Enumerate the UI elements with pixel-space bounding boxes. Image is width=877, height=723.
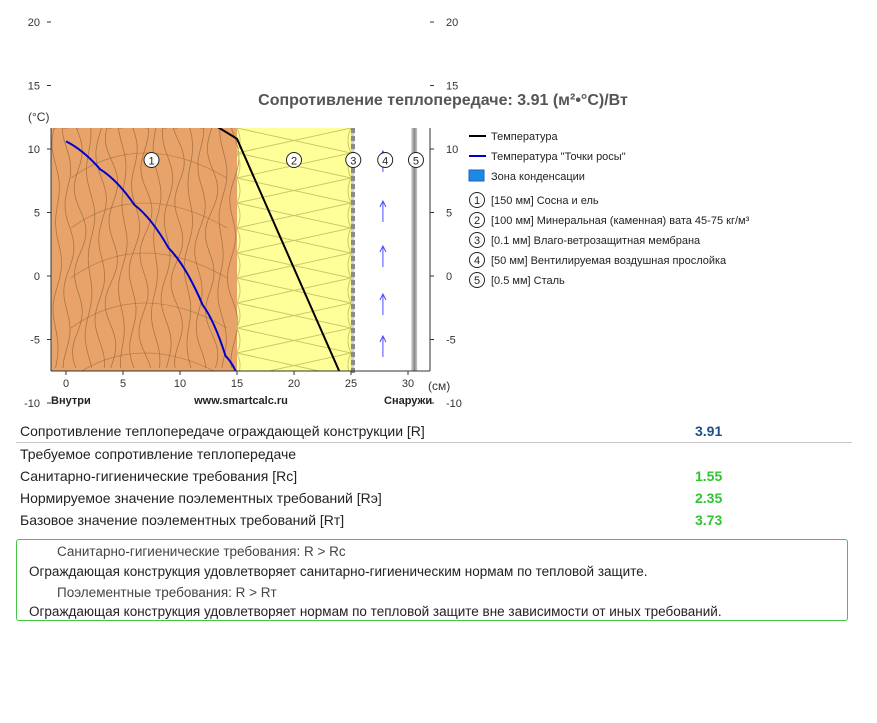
legend-condensation: [469, 170, 585, 183]
y-tick-label-left: 10: [27, 144, 40, 156]
legend-dew-point: [469, 151, 626, 163]
element-heading: Поэлементные требования: R > Rт: [57, 585, 277, 600]
legend-layer-label: [150 мм] Сосна и ель: [491, 195, 599, 207]
x-tick-label: 0: [62, 378, 70, 390]
marker-number: 5: [412, 155, 420, 168]
results-table: [16, 420, 852, 531]
x-tick-label: 5: [119, 378, 127, 390]
membrane-dash: [351, 304, 355, 309]
normative-row: [16, 487, 852, 509]
y-tick-label-left: 5: [33, 207, 40, 220]
membrane-dash: [351, 208, 355, 213]
normative-value: 2.35: [695, 490, 723, 506]
required-title-row: [16, 443, 852, 465]
base-value: 3.73: [695, 512, 723, 528]
membrane-dash: [351, 320, 355, 325]
legend-temperature: [469, 131, 559, 143]
sanitary-row: [16, 465, 852, 487]
legend-temperature-label: Температура: [491, 131, 558, 143]
membrane-dash: [351, 216, 355, 221]
membrane-dash: [351, 240, 355, 245]
outside-caption: Снаружи: [384, 395, 433, 407]
legend: [469, 131, 750, 288]
membrane-dash: [351, 176, 355, 181]
y-tick-label-right: 10: [446, 144, 459, 156]
sanitary-heading: Санитарно-гигиенические требования: R > Rс: [57, 544, 346, 559]
membrane-dash: [351, 256, 355, 261]
resistance-label: Сопротивление теплопередаче ограждающей конструкции [R]: [20, 423, 425, 439]
membrane-dash: [351, 192, 355, 197]
conclusion-box: [16, 539, 848, 621]
membrane-dash: [351, 184, 355, 189]
marker-number: 1: [148, 155, 155, 168]
layer-2-marker: [287, 153, 302, 168]
membrane-dash: [351, 352, 355, 357]
y-tick-label-right: 20: [446, 17, 459, 29]
legend-layer-number: 3: [473, 235, 481, 247]
legend-condensation-label: Зона конденсации: [491, 171, 585, 183]
membrane-dash: [351, 248, 355, 253]
membrane-dash: [351, 232, 355, 237]
sanitary-label: Санитарно-гигиенические требования [Rс]: [20, 468, 298, 484]
legend-layer-4: [470, 253, 728, 268]
membrane-dash: [351, 168, 355, 173]
legend-layer-1: [470, 193, 599, 208]
y-tick-label-right: 15: [446, 80, 459, 93]
x-tick-label: 20: [287, 378, 301, 390]
base-label: Базовое значение поэлементных требований [Rт]: [20, 512, 345, 528]
membrane-dash: [351, 136, 355, 141]
membrane-dash: [351, 296, 355, 301]
membrane-dash: [351, 360, 355, 365]
marker-number: 2: [290, 155, 298, 168]
layer-3-marker: [346, 153, 361, 168]
x-tick-label: 25: [344, 378, 358, 390]
legend-layer-number: 1: [473, 195, 481, 207]
legend-dew-point-label: Температура "Точки росы": [491, 151, 626, 163]
x-tick-label: 10: [173, 378, 187, 390]
x-tick-label: 30: [401, 378, 415, 390]
legend-layer-label: [100 мм] Минеральная (каменная) вата 45-75 кг/м³: [491, 215, 750, 227]
membrane-dash: [351, 280, 355, 285]
layer-1-band: [51, 128, 237, 371]
layer-1-marker: [144, 153, 159, 168]
y-tick-label-right: 5: [446, 207, 453, 220]
y-tick-label-right: -10: [446, 398, 462, 410]
membrane-dash: [351, 264, 355, 269]
layer-5-marker: [408, 153, 423, 168]
membrane-dash: [351, 344, 355, 349]
marker-number: 4: [382, 155, 389, 168]
legend-layer-number: 4: [473, 255, 481, 267]
x-axis-unit: (см): [428, 379, 451, 393]
element-text: Ограждающая конструкция удовлетворяет нормам по тепловой защите вне зависимости от иных требований.: [29, 604, 722, 619]
y-tick-label-left: -5: [30, 334, 40, 347]
y-tick-label-left: -10: [24, 398, 40, 410]
site-caption: www.smartcalc.ru: [194, 395, 288, 407]
legend-layer-label: [0.1 мм] Влаго-ветрозащитная мембрана: [491, 235, 701, 247]
y-tick-label-left: 15: [27, 80, 40, 93]
membrane-dash: [351, 144, 355, 149]
sanitary-value: 1.55: [695, 468, 723, 484]
membrane-dash: [351, 336, 355, 341]
legend-layer-label: [0.5 мм] Сталь: [491, 275, 565, 287]
normative-label: Нормируемое значение поэлементных требований [Rэ]: [20, 490, 382, 506]
legend-layer-5: [470, 273, 566, 288]
legend-condensation-swatch: [469, 170, 484, 181]
legend-layer-number: 5: [473, 275, 481, 287]
resistance-row: [16, 420, 852, 443]
membrane-dash: [351, 288, 355, 293]
layer-4-marker: [378, 153, 393, 168]
y-tick-label-left: 0: [33, 271, 40, 283]
membrane-dash: [351, 224, 355, 229]
sanitary-text: Ограждающая конструкция удовлетворяет санитарно-гигиеническим нормам по тепловой защите.: [29, 564, 648, 579]
y-tick-label-right: 0: [446, 271, 453, 283]
legend-layer-number: 2: [473, 215, 481, 227]
legend-layer-2: [470, 213, 750, 228]
required-title: Требуемое сопротивление теплопередаче: [20, 446, 297, 462]
y-axis-unit: (°С): [28, 110, 50, 124]
legend-layer-label: [50 мм] Вентилируемая воздушная прослойка: [491, 255, 727, 267]
membrane-dash: [351, 128, 355, 133]
membrane-dash: [351, 272, 355, 277]
resistance-value: 3.91: [695, 423, 723, 439]
membrane-dash: [351, 328, 355, 333]
membrane-dash: [351, 200, 355, 205]
y-tick-label-left: 20: [27, 17, 40, 29]
inside-caption: Внутри: [51, 395, 91, 407]
y-tick-label-right: -5: [446, 334, 456, 347]
chart-title: Сопротивление теплопередаче: 3.91 (м²•°С)/Вт: [258, 92, 628, 109]
base-row: [16, 509, 852, 531]
x-tick-label: 15: [230, 378, 244, 390]
membrane-dash: [351, 312, 355, 317]
legend-layer-3: [470, 233, 702, 248]
marker-number: 3: [350, 155, 357, 168]
